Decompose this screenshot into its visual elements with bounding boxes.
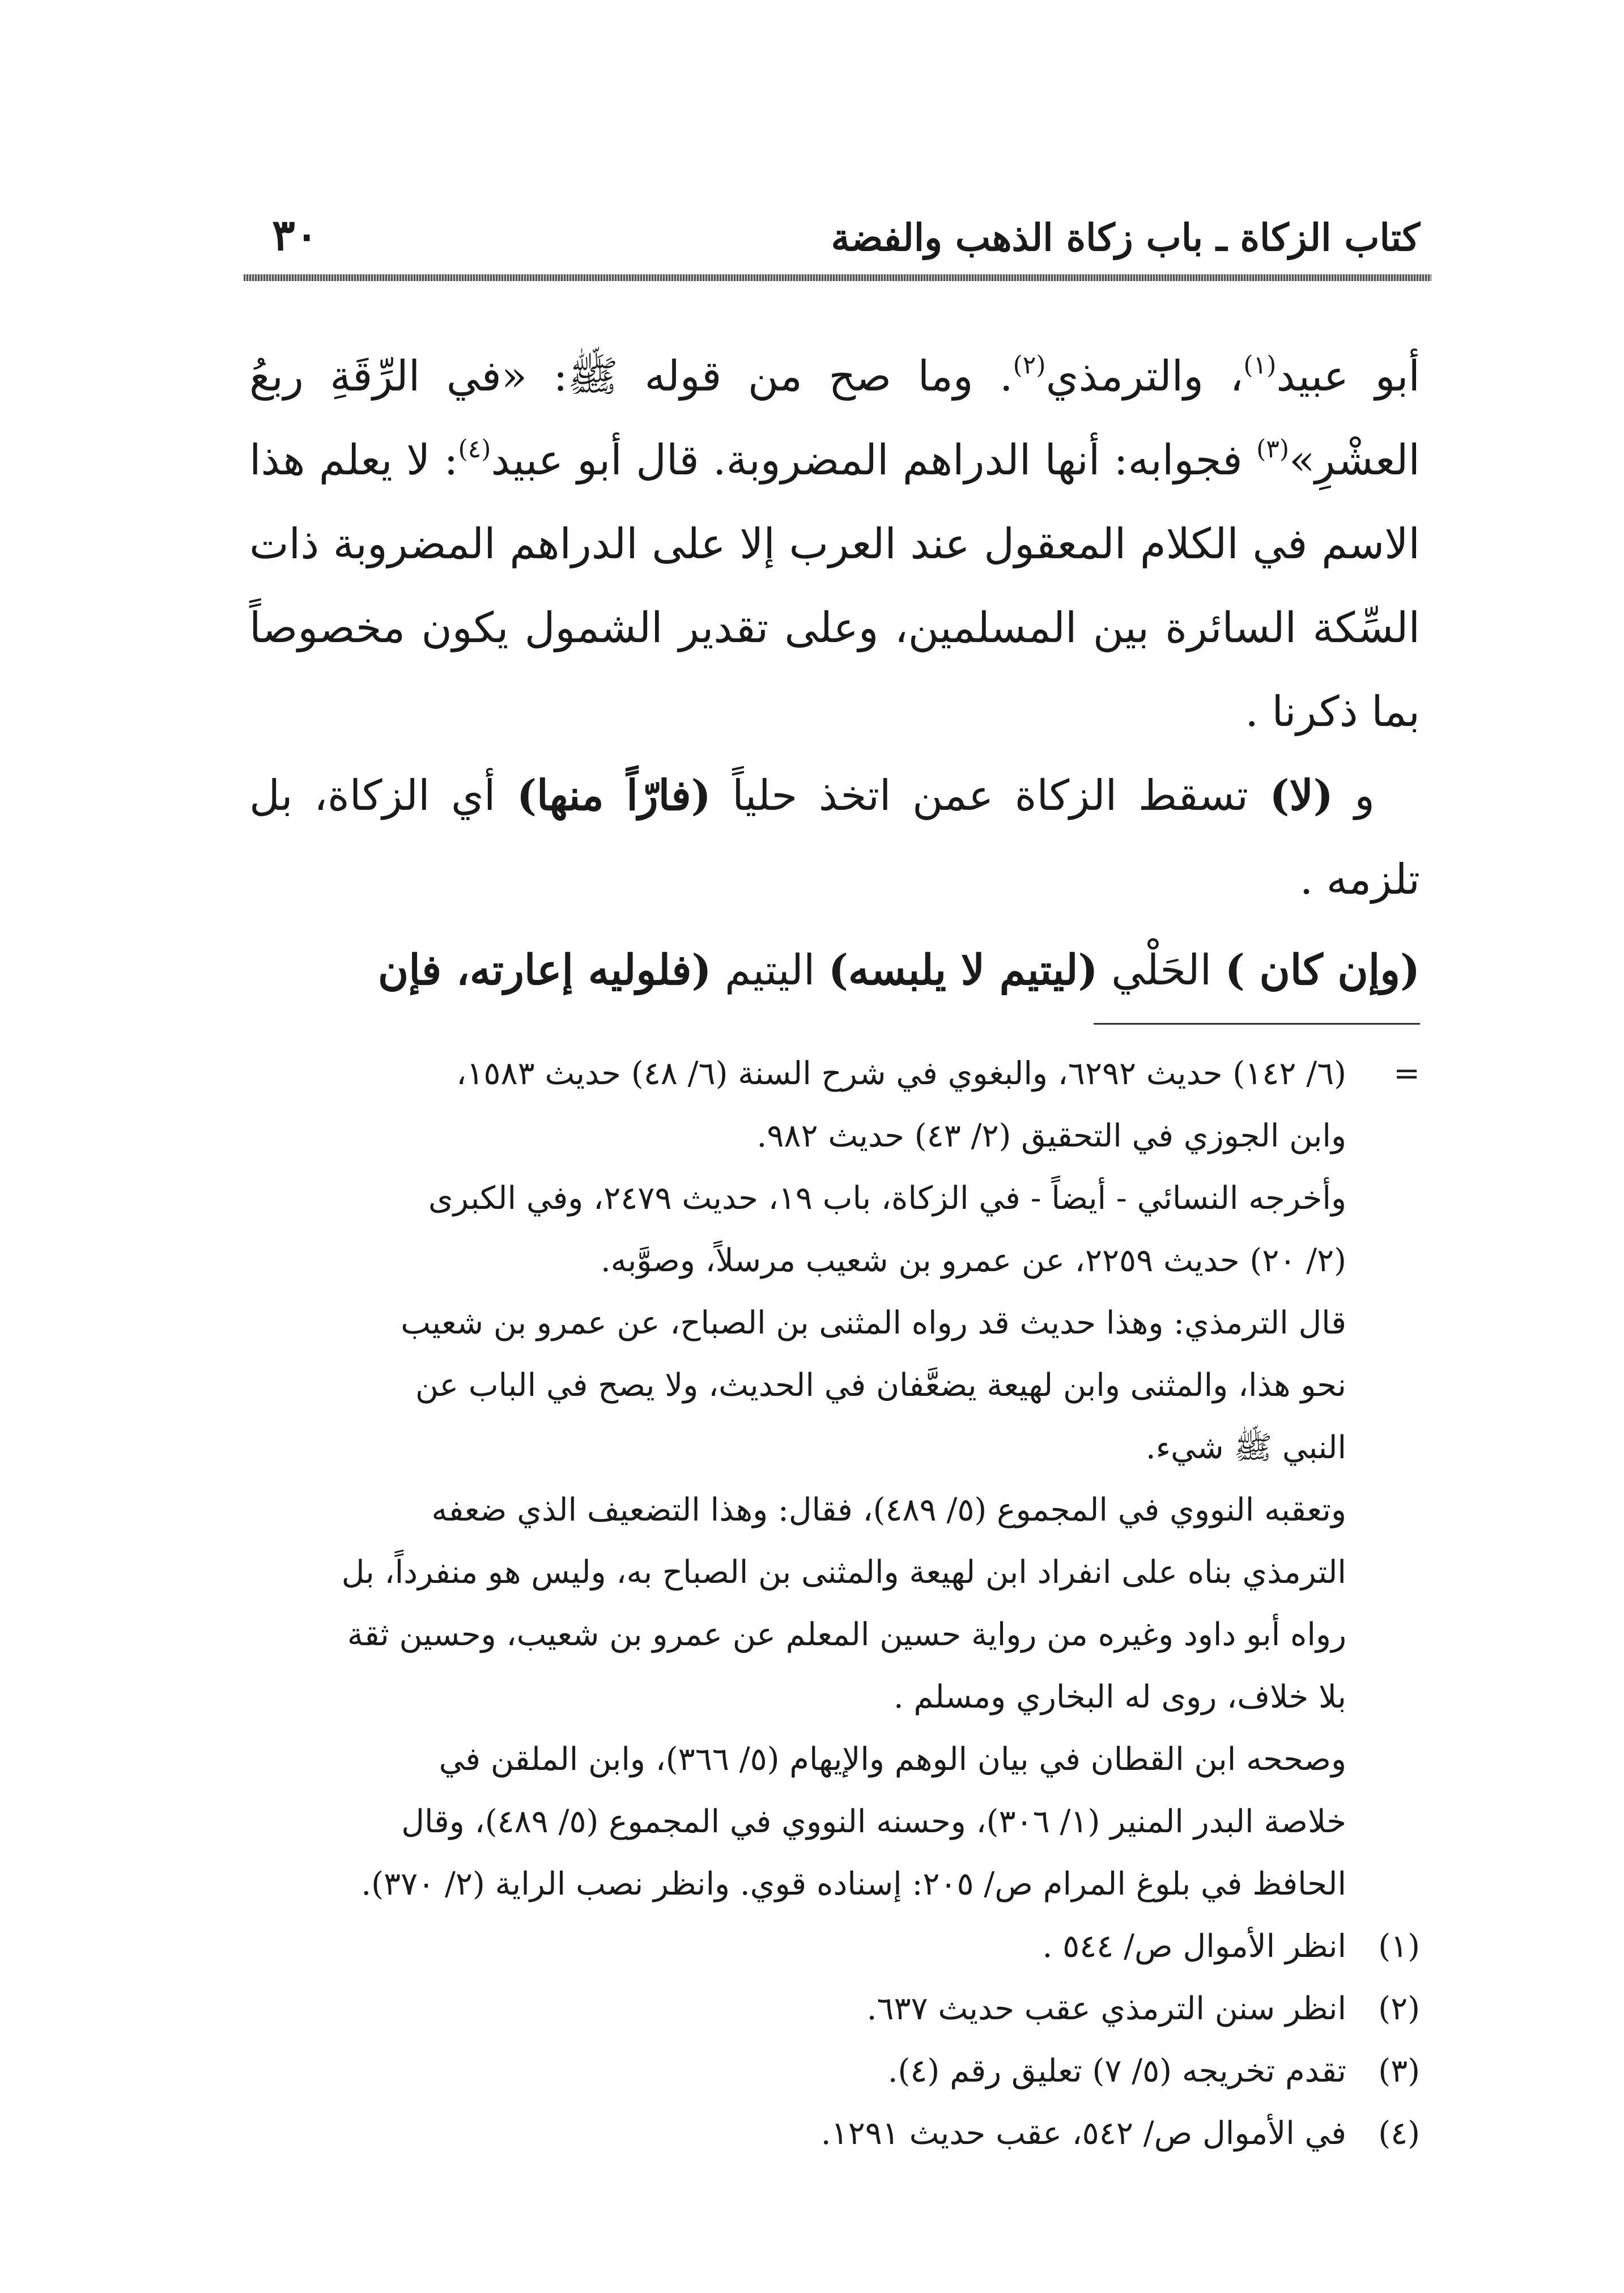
footnote-ref-1: (١) xyxy=(1243,351,1277,380)
footnote-continuation xyxy=(249,1043,1420,1916)
matn-text: (فارّاً منها) xyxy=(516,771,711,820)
page-header xyxy=(249,204,1420,272)
footnote-number: (٤) xyxy=(1378,2115,1420,2152)
matn-text: (وإن كان ) xyxy=(1225,946,1420,995)
paragraph-2: و (لا) تسقط الزكاة عمن اتخذ حلياً (فارّاً منها) أي الزكاة، بل تلزمه . xyxy=(249,771,1420,904)
footnote-line: بلا خلاف، روى له البخاري ومسلم . xyxy=(893,1679,1346,1715)
footnote-line: الحافظ في بلوغ المرام ص/ ٢٠٥: إسناده قوي. وانظر نصب الراية (٢/ ٣٧٠). xyxy=(361,1866,1346,1903)
footnote-line: الترمذي بناه على انفراد ابن لهيعة والمثنى بن الصباح به، وليس هو منفرداً، بل xyxy=(341,1554,1346,1591)
footnote-number: (٢) xyxy=(1378,1990,1420,2027)
matn-text: (فلوليه إعارته، فإن xyxy=(377,946,712,995)
running-title: كتاب الزكاة ـ باب زكاة الذهب والفضة xyxy=(831,215,1420,260)
matn-text: (ليتيم لا يلبسه) xyxy=(828,946,1098,995)
page-number: ٣٠ xyxy=(272,210,318,260)
continuation-mark: = xyxy=(1393,1055,1420,1092)
footnote-ref-3: (٣) xyxy=(1256,435,1290,464)
footnote-text: انظر الأموال ص/ ٥٤٤ . xyxy=(1042,1928,1346,1965)
header-rule xyxy=(244,274,1431,281)
paragraph-3: (وإن كان ) الحَلْي (ليتيم لا يلبسه) اليتيم (فلوليه إعارته، فإن xyxy=(377,946,1420,995)
main-text xyxy=(249,334,1420,1012)
footnote-line: (٦/ ١٤٢) حديث ٦٢٩٢، والبغوي في شرح السنة (٦/ ٤٨) حديث ١٥٨٣، xyxy=(456,1055,1346,1092)
footnote-ref-4: (٤) xyxy=(458,435,491,464)
footnotes xyxy=(249,1043,1420,2165)
footnote-separator xyxy=(1094,1023,1420,1025)
matn-text: (لا) xyxy=(1269,771,1333,820)
footnote-2 xyxy=(249,1978,1420,2040)
paragraph-1: أبو عبيد$^{(١)}$، والترمذي$^{(٢)}$. وما صح من قوله ﷺ: «في الرِّقَةِ ربعُ العشْرِ»$^{(٣)}$ فجوابه: أنها الدراهم المضروبة. قال أبو عبيد$^{(٤)}$: لا يعلم هذا الاسم في الكلام المعقول عند العرب إلا على الدراهم المضروبة ذات السِّكة السائرة بين المسلمين، وعلى تقدير الشمول يكون مخصوصاً بما ذكرنا . xyxy=(249,351,1420,736)
footnote-line: النبي ﷺ شيء. xyxy=(1145,1429,1346,1466)
footnote-line: وابن الجوزي في التحقيق (٢/ ٤٣) حديث ٩٨٢. xyxy=(756,1118,1346,1154)
footnote-line: قال الترمذي: وهذا حديث قد رواه المثنى بن الصباح، عن عمرو بن شعيب xyxy=(401,1305,1346,1341)
footnote-number: (١) xyxy=(1378,1928,1420,1965)
footnote-3 xyxy=(249,2040,1420,2103)
footnote-line: خلاصة البدر المنير (١/ ٣٠٦)، وحسنه النووي في المجموع (٥/ ٤٨٩)، وقال xyxy=(401,1803,1346,1840)
footnote-ref-2: (٢) xyxy=(1013,351,1046,380)
footnote-line: رواه أبو داود وغيره من رواية حسين المعلم عن عمرو بن شعيب، وحسين ثقة xyxy=(347,1616,1346,1653)
footnote-text: في الأموال ص/ ٥٤٢، عقب حديث ١٢٩١. xyxy=(820,2115,1346,2152)
footnote-4 xyxy=(249,2103,1420,2165)
footnote-line: وأخرجه النسائي - أيضاً - في الزكاة، باب ١٩، حديث ٢٤٧٩، وفي الكبرى xyxy=(428,1180,1346,1217)
footnote-line: وتعقبه النووي في المجموع (٥/ ٤٨٩)، فقال: وهذا التضعيف الذي ضعفه xyxy=(431,1492,1346,1528)
footnote-line: (٢/ ٢٠) حديث ٢٢٥٩، عن عمرو بن شعيب مرسلاً، وصوَّبه. xyxy=(600,1242,1346,1279)
footnote-1 xyxy=(249,1916,1420,1978)
footnote-line: نحو هذا، والمثنى وابن لهيعة يضعَّفان في الحديث، ولا يصح في الباب عن xyxy=(415,1367,1346,1404)
footnote-line: وصححه ابن القطان في بيان الوهم والإيهام (٥/ ٣٦٦)، وابن الملقن في xyxy=(439,1741,1346,1778)
footnote-text: انظر سنن الترمذي عقب حديث ٦٣٧. xyxy=(866,1990,1346,2027)
footnote-text: تقدم تخريجه (٥/ ٧) تعليق رقم (٤). xyxy=(887,2053,1346,2090)
footnote-number: (٣) xyxy=(1378,2053,1420,2090)
